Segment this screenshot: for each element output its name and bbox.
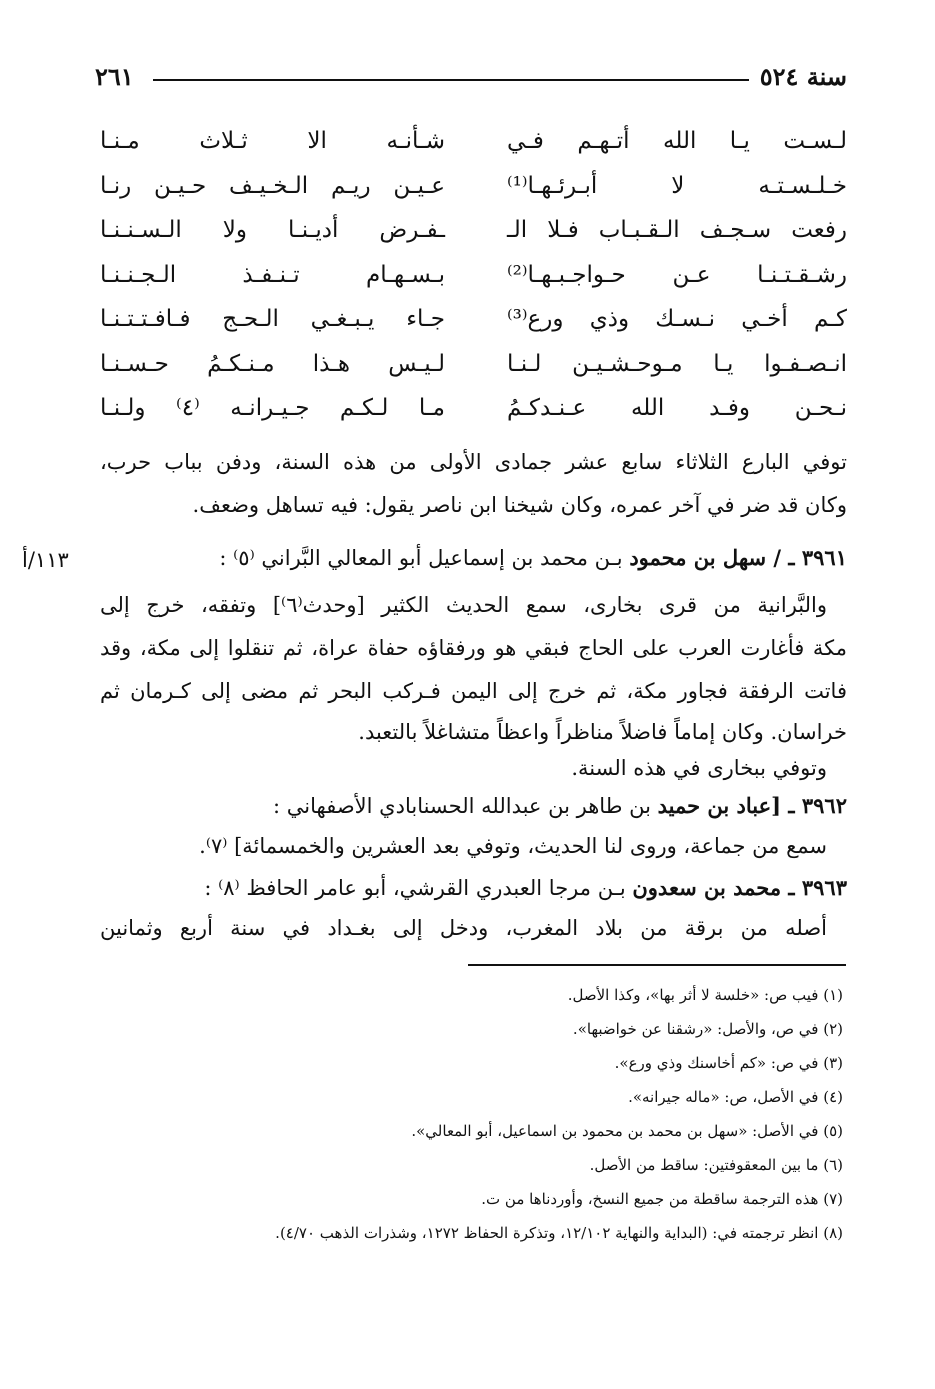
verse-first-hemistich: كـم أخـي نـسـك وذي ورع⁽³⁾ [507,306,847,332]
footnote: (٤) في الأصل، ص: «ماله جيرانه». [628,1088,843,1106]
footnote: (٧) هذه الترجمة ساقطة من جميع النسخ، وأوردناها من ت. [481,1190,843,1208]
verse-first-hemistich: رفعت سـجـف الـقـبـاب فـلا الـ [507,217,847,243]
footnote: (٨) انظر ترجمته في: (البداية والنهاية ١٢/١٠٢، وتذكرة الحفاظ ١٢٧٢، وشذرات الذهب ٤/٧٠). [275,1224,843,1242]
entry-line: خراسان. وكان إماماً فاضلاً مناظراً واعظاً متشاغلاً بالتعبد. [358,720,847,744]
verse-second-hemistich: شـأنـه الا ثـلاث مـنـا [100,128,445,154]
entry-line: مكة فأغارت العرب على الحاج فبقي هو ورفقاؤه حفاة عراة، ثم تنقلوا إلى مكة، وقد [100,636,847,660]
entry-heading-3962 [100,795,847,817]
entry-line: سمع من جماعة، وروى لنا الحديث، وتوفي بعد العشرين والخمسمائة] ⁽٧⁾. [199,834,827,858]
entry-number-name: ٣٩٦١ ـ / سهل بن محمود [629,545,847,570]
footnote: (٦) ما بين المعقوفتين: ساقط من الأصل. [589,1156,843,1174]
verse-first-hemistich: رشـقـتـنـا عـن حـواجـبـهـا⁽²⁾ [507,261,847,288]
entry-heading-rest: بن طاهر بن عبدالله الحسنابادي الأصفهاني : [273,794,658,818]
footnote: (٥) في الأصل: «سهل بن محمد بن محمود بن اسماعيل، أبو المعالي». [411,1122,843,1140]
entry-line: أصله من برقة من بلاد المغرب، ودخل إلى بغـداد في سنة أربع وثمانين [100,916,827,940]
page-number: ٢٦١ [95,62,134,91]
verse-second-hemistich: جـاء يـبـغـي الـحـج فـافـتـتـنـا [100,306,445,332]
footnote: (٣) في ص: «كم أخاسنك وذي ورع». [614,1054,843,1072]
poem-verse [100,351,847,396]
entry-heading-rest: بـن مرجا العبدري القرشي، أبو عامر الحافظ ⁽٨⁾ : [204,876,633,900]
verse-second-hemistich: مـا لـكـم جـيـرانـه ⁽٤⁾ ولـنـا [100,395,445,421]
entry-number-name: ٣٩٦٣ ـ محمد بن سعدون [632,875,847,900]
year-title: سنة ٥٢٤ [759,62,847,91]
verse-second-hemistich: ـفـرض أديـنـا ولا الـسـنـنـا [100,217,445,243]
verse-second-hemistich: بـسـهـام تـنـفـذ الـجـنـنـا [100,261,445,288]
footnote: (١) فيب ص: «خلسة لا أثر بها»، وكذا الأصل. [567,986,843,1004]
verse-first-hemistich: نـحـن وفـد الله عـنـدكـمُ [507,395,847,421]
verse-first-hemistich: خـلـسـتـه لا أبـرئـهـا⁽¹⁾ [507,172,847,199]
paragraph-line: توفي البارع الثلاثاء سابع عشر جمادى الأولى من هذه السنة، ودفن بباب حرب، [100,450,847,474]
entry-heading-3963 [100,877,847,899]
verse-second-hemistich: لـيـس هـذا مـنـكـمُ حـسـنـا [100,350,445,377]
footnote: (٢) في ص، والأصل: «رشقنا عن خواضبها». [572,1020,843,1038]
manuscript-folio-note: ١١٣/أ [22,548,69,572]
poem-verse [100,173,847,218]
entry-line: وتوفي ببخارى في هذه السنة. [571,756,827,780]
poem-verse [100,128,847,173]
paragraph-line: وكان قد ضر في آخر عمره، وكان شيخنا ابن ناصر يقول: فيه تساهل وضعف. [192,493,847,517]
entry-line: والبَّرانية من قرى بخارى، سمع الحديث الكثير [وحدث⁽٦⁾] وتفقه، خرج إلى [100,593,827,617]
poem-verse [100,395,847,440]
verse-first-hemistich: لـسـت يـا الله أتـهـم فـي [507,128,847,154]
entry-line: فاتت الرفقة فجاور مكة، ثم خرج إلى اليمن فـركب البحر ثم مضى إلى كـرمان ثم [100,679,847,703]
verse-second-hemistich: عـيـن ريـم الـخـيـف حـيـن رنـا [100,172,445,199]
running-header [95,62,847,98]
poem-verse [100,306,847,351]
footnote-rule [468,964,846,966]
entry-heading-3961 [100,547,847,569]
header-rule [153,79,749,81]
poem-verse [100,217,847,262]
poem-verse [100,262,847,307]
entry-number-name: ٣٩٦٢ ـ [عباد بن حميد [657,793,847,818]
entry-heading-rest: بـن محمد بن إسماعيل أبو المعالي البَّراني ⁽٥⁾ : [219,546,630,570]
poem [100,128,847,440]
verse-first-hemistich: انـصـفـوا يـا مـوحـشـيـن لـنـا [507,350,847,377]
